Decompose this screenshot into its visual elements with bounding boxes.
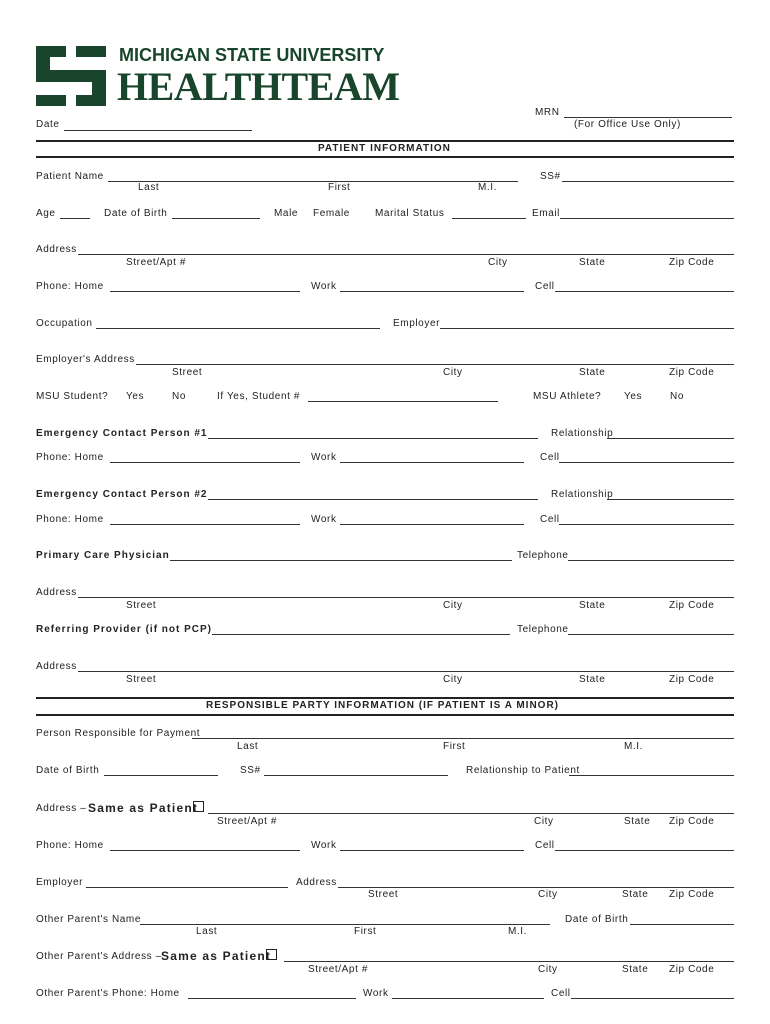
pcp-label: Primary Care Physician <box>36 550 170 561</box>
occupation-label: Occupation <box>36 318 93 329</box>
emergency-1-phone-home-field[interactable] <box>110 462 300 463</box>
email-field[interactable] <box>560 218 734 219</box>
dob-label: Date of Birth <box>104 208 168 219</box>
employer-address-label: Employer's Address <box>36 354 135 365</box>
address-state-caption: State <box>579 257 606 268</box>
responsible-phone-home-field[interactable] <box>110 850 300 851</box>
emergency-contact-1-label: Emergency Contact Person #1 <box>36 428 208 439</box>
pcp-zip-caption: Zip Code <box>669 600 715 611</box>
responsible-work-label: Work <box>311 840 337 851</box>
phone-work-label: Work <box>311 281 337 292</box>
responsible-ssn-label: SS# <box>240 765 261 776</box>
other-parent-address-prefix: Other Parent's Address – <box>36 951 162 962</box>
emergency-2-work-field[interactable] <box>340 524 524 525</box>
responsible-phone-home-label: Phone: Home <box>36 840 104 851</box>
employer-state-caption: State <box>579 367 606 378</box>
responsible-employer-label: Employer <box>36 877 84 888</box>
payment-mi-caption: M.I. <box>624 741 644 752</box>
address-city-caption: City <box>488 257 508 268</box>
patient-section-title: PATIENT INFORMATION <box>318 143 451 154</box>
other-parent-zip-caption: Zip Code <box>669 964 715 975</box>
payment-person-field[interactable] <box>192 738 734 739</box>
msu-s-logo-icon <box>36 46 106 106</box>
office-use-note: (For Office Use Only) <box>574 119 681 130</box>
relationship-to-patient-field[interactable] <box>569 775 734 776</box>
relationship-to-patient-label: Relationship to Patient <box>466 765 580 776</box>
other-parent-mi-caption: M.I. <box>508 926 528 937</box>
referring-telephone-field[interactable] <box>568 634 734 635</box>
emergency-2-relationship-label: Relationship <box>551 489 614 500</box>
address-field[interactable] <box>78 254 734 255</box>
age-field[interactable] <box>60 218 90 219</box>
other-parent-city-caption: City <box>538 964 558 975</box>
other-parent-dob-field[interactable] <box>630 924 734 925</box>
emergency-1-relationship-label: Relationship <box>551 428 614 439</box>
other-parent-phone-field[interactable] <box>188 998 356 999</box>
male-option[interactable]: Male <box>274 208 299 219</box>
patient-name-label: Patient Name <box>36 171 104 182</box>
msu-student-label: MSU Student? <box>36 391 109 402</box>
msu-student-no[interactable]: No <box>172 391 186 402</box>
payment-first-caption: First <box>443 741 466 752</box>
other-parent-name-field[interactable] <box>140 924 550 925</box>
same-as-patient-checkbox[interactable] <box>193 801 204 812</box>
date-label: Date <box>36 119 60 130</box>
divider-responsible-top <box>36 697 734 699</box>
occupation-field[interactable] <box>96 328 380 329</box>
emergency-2-cell-field[interactable] <box>559 524 734 525</box>
other-parent-dob-label: Date of Birth <box>565 914 629 925</box>
responsible-work-field[interactable] <box>340 850 524 851</box>
payment-person-label: Person Responsible for Payment <box>36 728 201 739</box>
logo-healthteam-text: HEALTHTEAM <box>117 64 400 109</box>
pcp-field[interactable] <box>170 560 512 561</box>
responsible-cell-label: Cell <box>535 840 555 851</box>
emergency-contact-2-field[interactable] <box>208 499 538 500</box>
responsible-employer-address-field[interactable] <box>338 887 734 888</box>
pcp-state-caption: State <box>579 600 606 611</box>
responsible-address-field[interactable] <box>208 813 734 814</box>
patient-name-field[interactable] <box>108 181 518 182</box>
phone-work-field[interactable] <box>340 291 524 292</box>
phone-cell-field[interactable] <box>555 291 734 292</box>
payment-last-caption: Last <box>237 741 259 752</box>
responsible-address-prefix: Address – <box>36 803 87 814</box>
other-parent-state-caption: State <box>622 964 649 975</box>
referring-provider-field[interactable] <box>212 634 510 635</box>
emergency-1-work-label: Work <box>311 452 337 463</box>
emergency-1-cell-field[interactable] <box>559 462 734 463</box>
referring-street-caption: Street <box>126 674 157 685</box>
divider-responsible <box>36 714 734 716</box>
responsible-section-title: RESPONSIBLE PARTY INFORMATION (IF PATIENT IS A MINOR) <box>206 700 559 711</box>
referring-address-field[interactable] <box>78 671 734 672</box>
female-option[interactable]: Female <box>313 208 350 219</box>
address-zip-caption: Zip Code <box>669 257 715 268</box>
responsible-state-caption: State <box>624 816 651 827</box>
responsible-employer-city-caption: City <box>538 889 558 900</box>
employer-city-caption: City <box>443 367 463 378</box>
other-parent-work-label: Work <box>363 988 389 999</box>
mrn-field[interactable] <box>564 117 732 118</box>
emergency-2-phone-home-label: Phone: Home <box>36 514 104 525</box>
referring-city-caption: City <box>443 674 463 685</box>
emergency-1-relationship-field[interactable] <box>607 438 734 439</box>
patient-name-first-caption: First <box>328 182 351 193</box>
pcp-telephone-field[interactable] <box>568 560 734 561</box>
marital-status-label: Marital Status <box>375 208 445 219</box>
emergency-1-phone-home-label: Phone: Home <box>36 452 104 463</box>
responsible-ssn-field[interactable] <box>264 775 448 776</box>
responsible-dob-field[interactable] <box>104 775 218 776</box>
marital-status-field[interactable] <box>452 218 526 219</box>
address-street-caption: Street/Apt # <box>126 257 187 268</box>
referring-telephone-label: Telephone <box>517 624 569 635</box>
other-parent-address-field[interactable] <box>284 961 734 962</box>
employer-zip-caption: Zip Code <box>669 367 715 378</box>
msu-athlete-yes[interactable]: Yes <box>624 391 643 402</box>
emergency-contact-2-label: Emergency Contact Person #2 <box>36 489 208 500</box>
patient-ssn-field[interactable] <box>562 181 734 182</box>
emergency-1-cell-label: Cell <box>540 452 560 463</box>
email-label: Email <box>532 208 561 219</box>
responsible-dob-label: Date of Birth <box>36 765 100 776</box>
msu-athlete-label: MSU Athlete? <box>533 391 602 402</box>
emergency-2-work-label: Work <box>311 514 337 525</box>
pcp-city-caption: City <box>443 600 463 611</box>
referring-address-label: Address <box>36 661 77 672</box>
other-parent-cell-label: Cell <box>551 988 571 999</box>
responsible-city-caption: City <box>534 816 554 827</box>
address-label: Address <box>36 244 77 255</box>
age-label: Age <box>36 208 56 219</box>
divider-patient <box>36 156 734 158</box>
patient-name-mi-caption: M.I. <box>478 182 498 193</box>
student-number-field[interactable] <box>308 401 498 402</box>
phone-home-label: Phone: Home <box>36 281 104 292</box>
responsible-zip-caption: Zip Code <box>669 816 715 827</box>
divider-top <box>36 140 734 142</box>
referring-zip-caption: Zip Code <box>669 674 715 685</box>
emergency-2-phone-home-field[interactable] <box>110 524 300 525</box>
emergency-2-relationship-field[interactable] <box>607 499 734 500</box>
pcp-address-label: Address <box>36 587 77 598</box>
responsible-cell-field[interactable] <box>555 850 734 851</box>
responsible-employer-state-caption: State <box>622 889 649 900</box>
msu-student-yes[interactable]: Yes <box>126 391 145 402</box>
pcp-street-caption: Street <box>126 600 157 611</box>
msu-athlete-no[interactable]: No <box>670 391 684 402</box>
phone-cell-label: Cell <box>535 281 555 292</box>
patient-name-last-caption: Last <box>138 182 160 193</box>
responsible-employer-field[interactable] <box>86 887 288 888</box>
date-field[interactable] <box>64 130 252 131</box>
other-same-as-patient-checkbox[interactable] <box>266 949 277 960</box>
student-number-label: If Yes, Student # <box>217 391 301 402</box>
referring-state-caption: State <box>579 674 606 685</box>
emergency-1-work-field[interactable] <box>340 462 524 463</box>
other-parent-last-caption: Last <box>196 926 218 937</box>
pcp-telephone-label: Telephone <box>517 550 569 561</box>
patient-ssn-label: SS# <box>540 171 561 182</box>
employer-field[interactable] <box>440 328 734 329</box>
employer-street-caption: Street <box>172 367 203 378</box>
emergency-2-cell-label: Cell <box>540 514 560 525</box>
mrn-label: MRN <box>535 107 560 118</box>
other-parent-cell-field[interactable] <box>571 998 734 999</box>
employer-address-field[interactable] <box>136 364 734 365</box>
other-parent-first-caption: First <box>354 926 377 937</box>
other-same-as-patient-label: Same as Patient <box>161 949 272 963</box>
phone-home-field[interactable] <box>110 291 300 292</box>
responsible-employer-address-label: Address <box>296 877 337 888</box>
responsible-street-caption: Street/Apt # <box>217 816 278 827</box>
dob-field[interactable] <box>172 218 260 219</box>
other-parent-phone-label: Other Parent's Phone: Home <box>36 988 180 999</box>
referring-provider-label: Referring Provider (if not PCP) <box>36 624 213 635</box>
logo-university-text: MICHIGAN STATE UNIVERSITY <box>119 45 385 65</box>
pcp-address-field[interactable] <box>78 597 734 598</box>
emergency-contact-1-field[interactable] <box>208 438 538 439</box>
responsible-employer-zip-caption: Zip Code <box>669 889 715 900</box>
other-parent-work-field[interactable] <box>392 998 544 999</box>
other-parent-street-caption: Street/Apt # <box>308 964 369 975</box>
same-as-patient-label: Same as Patient <box>88 801 199 815</box>
other-parent-name-label: Other Parent's Name <box>36 914 142 925</box>
employer-label: Employer <box>393 318 441 329</box>
responsible-employer-street-caption: Street <box>368 889 399 900</box>
